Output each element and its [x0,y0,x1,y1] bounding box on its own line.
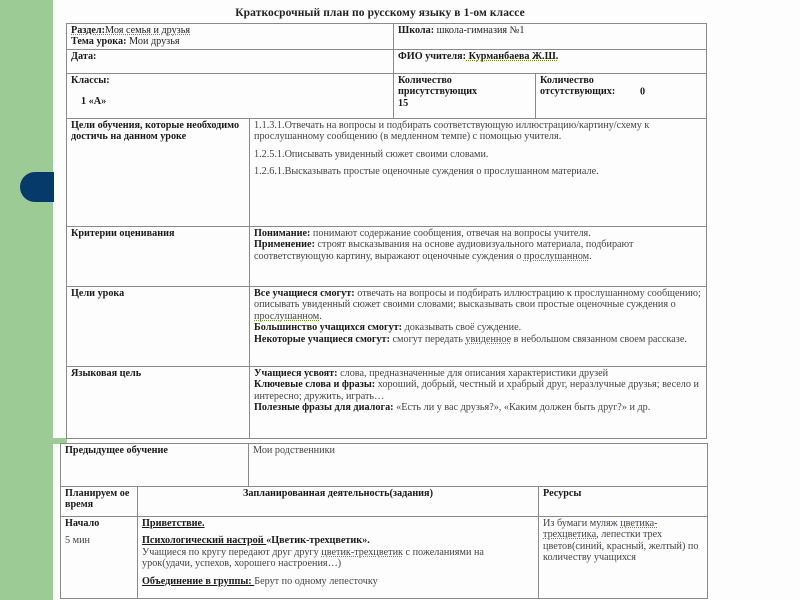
activity-header-cell [138,487,539,517]
lesson-goals-label: Цели урока [71,288,125,299]
prev-learning-label: Предыдущее обучение [65,445,168,456]
mood-text-1: Учащиеся по кругу передают друг другу [142,546,322,558]
mood-word: цветик-трехцветик [321,546,403,558]
classes-label: Классы: [71,75,110,86]
teacher-cell [394,50,707,74]
present-value: 15 [398,97,409,109]
document-title: Краткосрочный план по русскому языку в 1-ом классе [235,7,525,19]
criteria-label: Критерии оценивания [71,228,175,239]
resources-header: Ресурсы [543,488,582,499]
most-students-label: Большинство учащихся смогут: [254,322,403,334]
application-end: . [589,250,592,262]
understanding-text: понимают содержание сообщения, отвечая на вопросы учителя. [310,228,591,239]
start-time: 5 мин [65,535,90,547]
keywords-label: Ключевые слова и фразы: [254,379,376,391]
absent-value: 0 [640,86,646,98]
section-label: Раздел: [71,25,106,36]
keywords-text: хороший, добрый, честный и храбрый друг, неразлучные друзья; весело и интересно; дружить, играть… [254,379,699,402]
some-students-end: в небольшом связанном своем рассказе. [511,333,687,345]
prev-learning-value: Мои родственники [253,445,335,456]
prev-learning-cell [249,444,708,487]
mood-text-2: с пожеланиями на урок(удачи, успехов, хорошего настроения…) [142,546,484,570]
group-label: Объединение в группы: [142,575,255,587]
start-cell [61,517,138,599]
phrases-label: Полезные фразы для диалога: [254,402,394,414]
learn-label: Учащиеся усвоят: [254,368,338,379]
learning-goals-label-cell [67,119,250,227]
school-value: школа-гимназия №1 [434,25,525,36]
resources-text-2: лепестки трех цветов(синий, красный, желтый) по количеству учащихся [543,529,699,564]
school-label: Школа: [398,25,435,36]
absent-cell [536,74,707,119]
prev-learning-label-cell [61,444,249,487]
some-students-text: смогут передать [389,333,466,345]
topic-label: Тема урока: [71,36,127,48]
all-students-text: отвечать на вопросы и подбирать иллюстрацию к прослушанному сообщению; описывать увиденный сюжет своими словами; высказывать свои простые оценочные суждения о [254,288,701,311]
application-text: строят высказывания на основе аудиовизуального материала, подбирают соответствующую картину, выражают оценочные суждения о [254,239,634,262]
learning-goal-item: 1.2.6.1.Высказывать простые оценочные суждения о прослушанном материале. [254,166,599,178]
date-cell [67,50,394,74]
learning-goals-cell [250,119,707,227]
language-goal-label: Языковая цель [71,368,142,379]
phrases-text: «Есть ли у вас друзья?», «Каким должен быть друг?» и др. [393,402,651,414]
resources-header-cell [539,487,708,517]
learn-text: слова, предназначенные для описания характеристики друзей [337,368,609,379]
all-students-end: . [319,310,322,322]
learning-goals-label: Цели обучения, которые необходимо достичь на данном уроке [71,120,240,143]
activity-cell [138,517,539,599]
present-label: Количество присутствующих [398,75,478,98]
greeting-label: Приветствие. [142,518,205,529]
time-header: Планируем ое время [65,488,130,511]
classes-cell [67,74,394,119]
time-header-cell [61,487,138,517]
start-label: Начало [65,518,100,529]
lesson-goals-label-cell [67,287,250,367]
all-students-label: Все учащиеся смогут: [254,288,355,299]
side-green-band [0,0,53,600]
resources-word: цветика-трехцветика, [543,518,658,541]
activity-header: Запланированная деятельность(задания) [243,488,433,499]
some-students-word: увиденное [465,333,512,345]
language-goal-cell [250,367,707,439]
learning-goal-item: 1.2.5.1.Описывать увиденный сюжет своими словами. [254,148,489,160]
all-students-tail: прослушанном [254,310,320,322]
application-label: Применение: [254,239,315,251]
mood-name: «Цветик-трехцветик». [266,535,370,547]
resources-text-1: Из бумаги муляж [543,518,621,529]
slide-tab-decoration [20,172,54,202]
class-value: 1 «А» [81,96,107,108]
teacher-label: ФИО учителя: [398,51,467,62]
lesson-goals-cell [250,287,707,367]
section-topic-cell [67,24,394,50]
section-value: Моя семья и друзья [105,25,191,36]
criteria-cell [250,227,707,287]
teacher-value: Курманбаева Ж.Ш. [466,51,559,62]
most-students-text: доказывать своё суждение. [402,322,522,334]
topic-value: Мои друзья [126,36,180,48]
understanding-label: Понимание: [254,228,311,239]
group-text: Берут по одному лепесточку [254,575,378,587]
some-students-label: Некоторые учащиеся смогут: [254,333,390,345]
language-goal-label-cell [67,367,250,439]
learning-goal-item: 1.1.3.1.Отвечать на вопросы и подбирать соответствующую иллюстрацию/картину/схему к прослушанному сообщению (в медленном темпе) с помощью учителя. [254,120,650,143]
school-cell [394,24,707,50]
mood-label: Психологический настрой [142,535,267,547]
lesson-header-table [66,23,707,439]
absent-label: Количество отсутствующих: [540,75,616,98]
application-tail: прослушанном [523,250,590,262]
lesson-plan-table [60,443,708,599]
date-label: Дата: [71,51,97,62]
resources-cell [539,517,708,599]
present-cell [394,74,536,119]
criteria-label-cell [67,227,250,287]
